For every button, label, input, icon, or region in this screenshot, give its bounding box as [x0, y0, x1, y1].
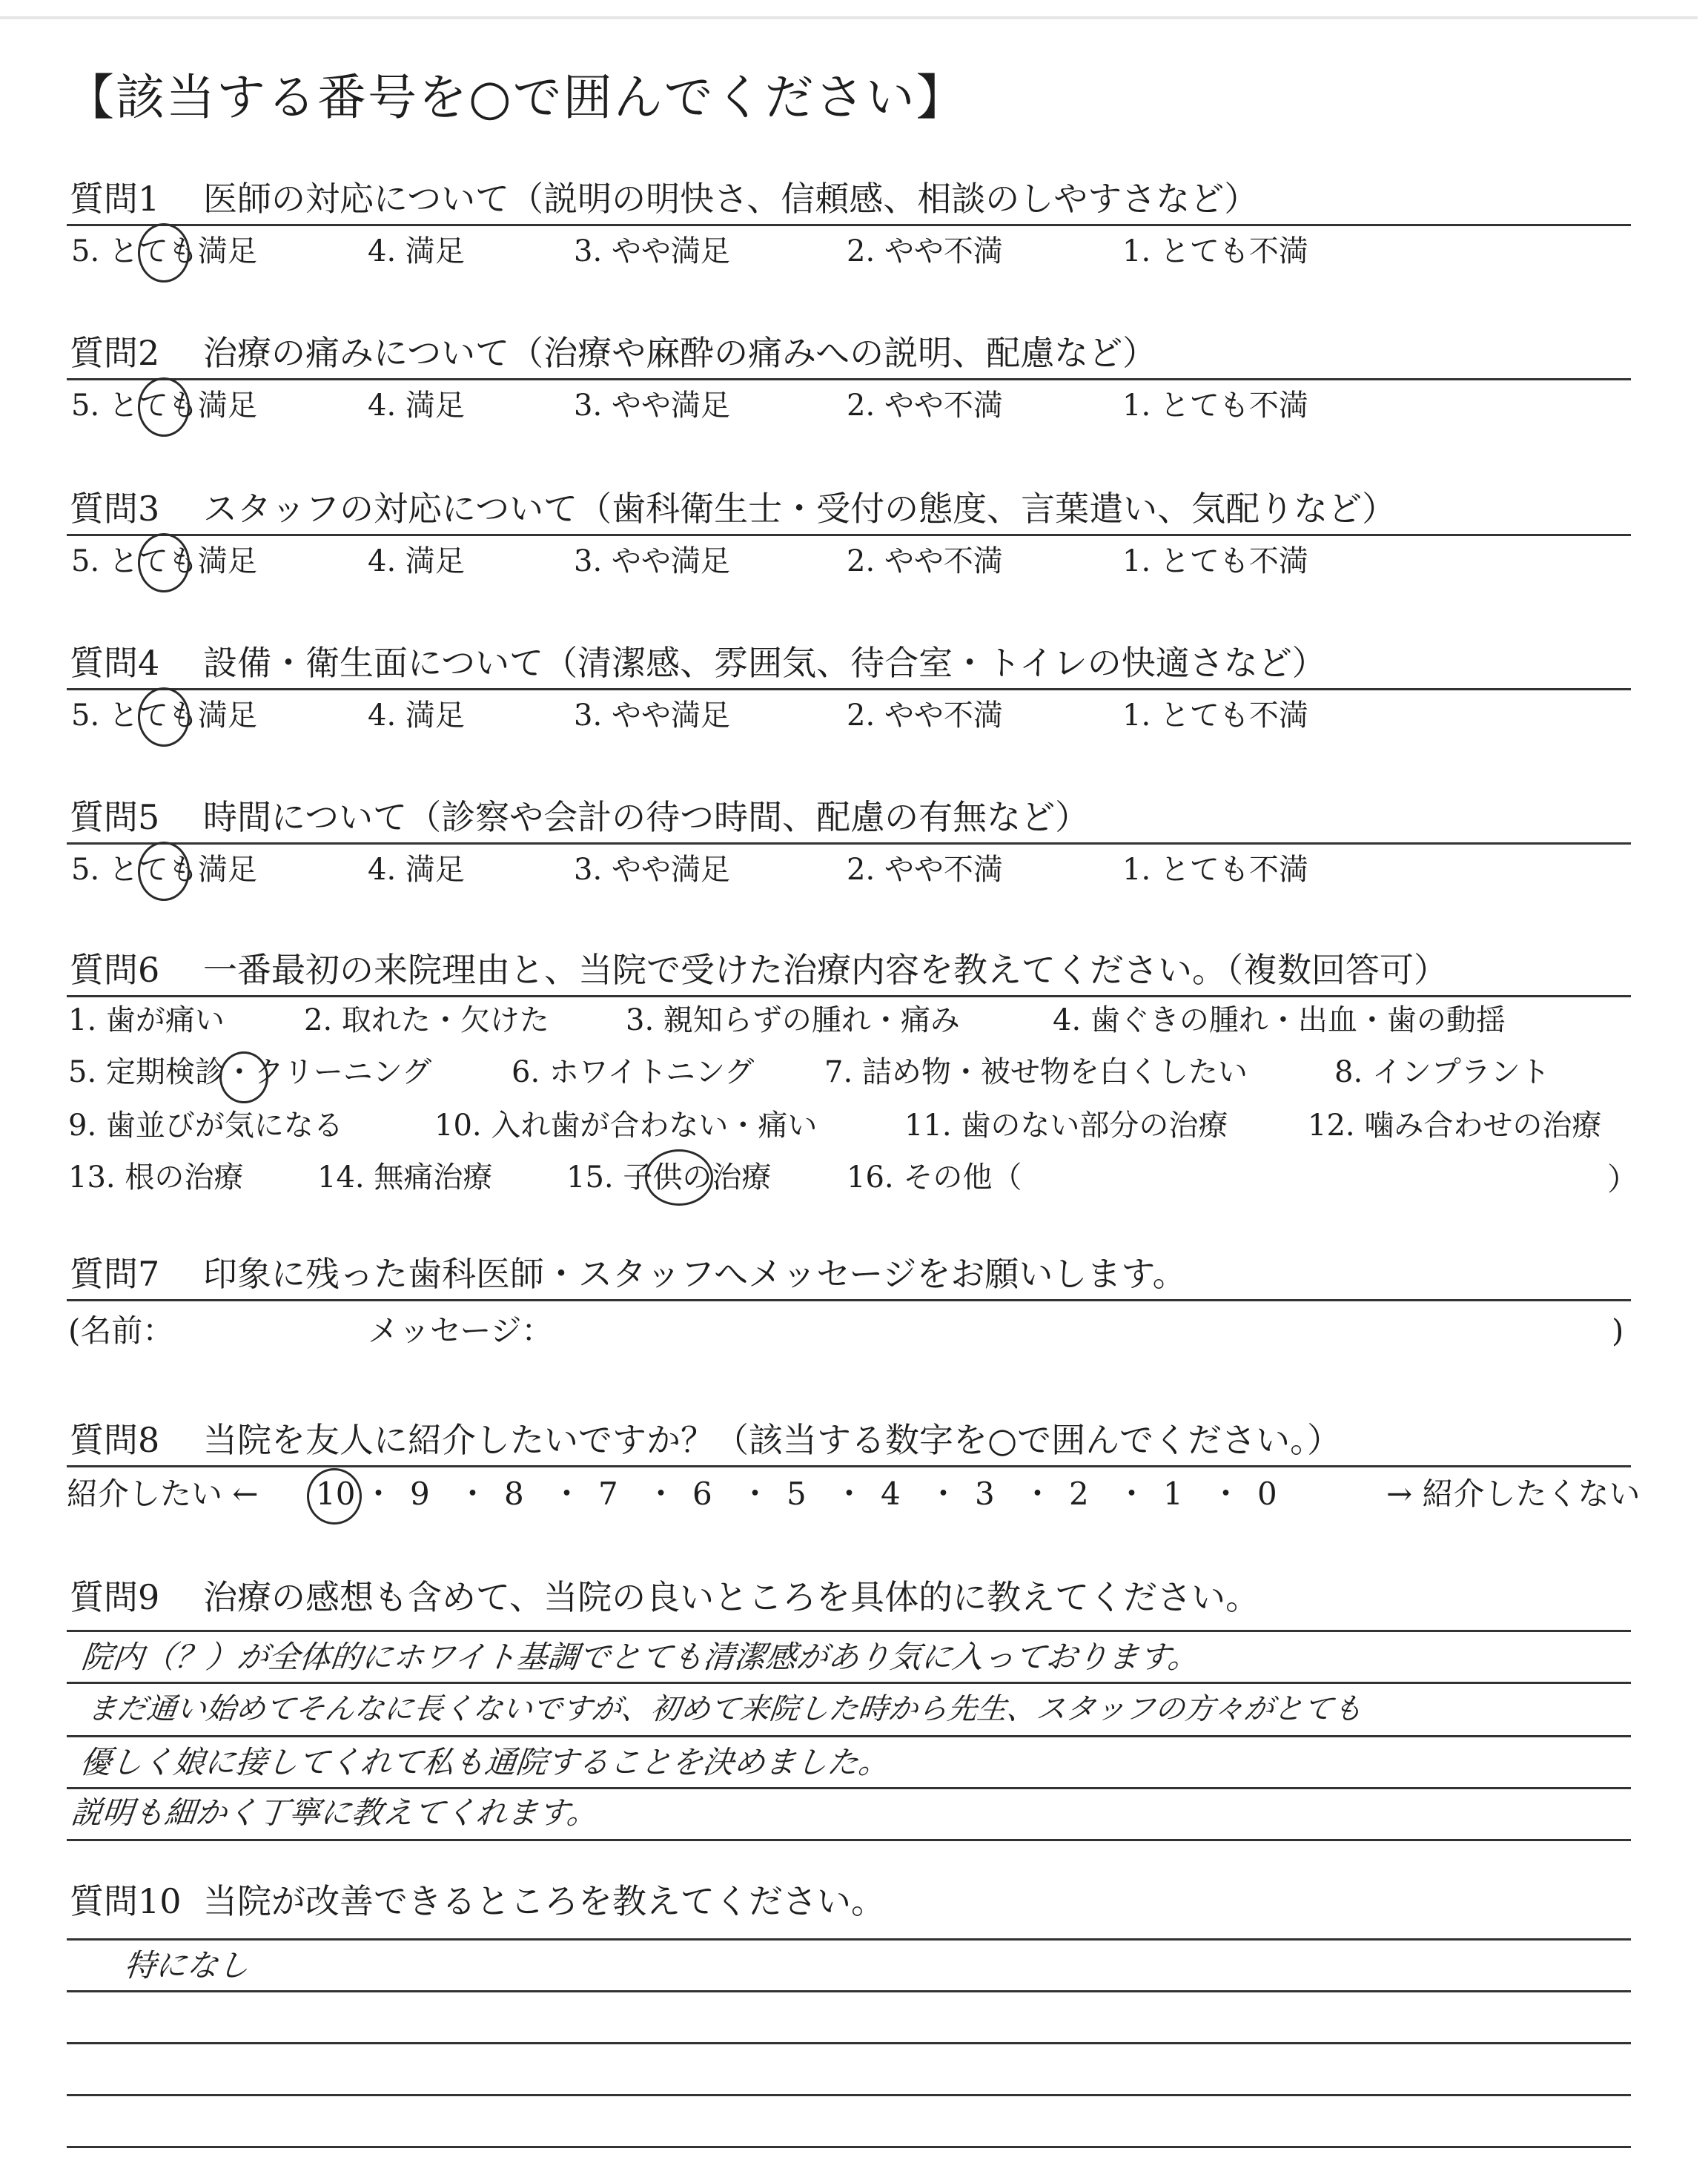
answer-line	[67, 2042, 1631, 2044]
rating-option[interactable]: 1. とても不満	[1122, 853, 1308, 887]
rating-options	[67, 845, 1631, 891]
question-5	[67, 783, 1631, 891]
treatment-option[interactable]: 14. 無痛治療	[317, 1160, 493, 1195]
scale-value[interactable]: 9	[410, 1476, 430, 1512]
question-2	[67, 319, 1631, 426]
answer-line	[67, 1839, 1631, 1841]
rating-options	[67, 380, 1631, 426]
question-text: 印象に残った歯科医師・スタッフへメッセージをお願いします。	[203, 1254, 1187, 1294]
question-1	[67, 165, 1631, 272]
scale-left-label: 紹介したい ←	[67, 1476, 259, 1512]
rating-option[interactable]: 3. やや満足	[574, 544, 730, 578]
scale-separator: ・	[927, 1476, 959, 1512]
rating-option[interactable]: 2. やや不満	[847, 234, 1003, 268]
answer-line	[67, 1787, 1631, 1789]
scale-right-label: → 紹介したくない	[1386, 1476, 1641, 1512]
treatment-option[interactable]: 9. 歯並びが気になる	[68, 1109, 343, 1143]
question-label: 質問6	[70, 950, 160, 990]
rating-option[interactable]: 5. とても満足	[71, 234, 257, 268]
rating-option[interactable]: 4. 満足	[368, 698, 465, 733]
question-3	[67, 475, 1631, 582]
question-text: 治療の感想も含めて、当院の良いところを具体的に教えてください。	[203, 1577, 1260, 1617]
rating-option[interactable]: 4. 満足	[368, 544, 465, 578]
handwritten-answer-line: 特になし	[122, 1947, 251, 1984]
answer-line	[67, 1735, 1631, 1737]
question-label: 質問9	[70, 1577, 160, 1617]
selection-circle	[219, 1051, 268, 1103]
answer-line	[67, 2094, 1631, 2096]
scale-separator: ・	[363, 1476, 394, 1512]
answer-line	[67, 2146, 1631, 2148]
question-7	[67, 1240, 1631, 1301]
message-close-paren: )	[1612, 1312, 1624, 1349]
answer-line	[67, 1630, 1631, 1632]
selection-circle	[307, 1468, 362, 1525]
scale-separator: ・	[1210, 1476, 1242, 1512]
rating-option[interactable]: 3. やや満足	[574, 853, 730, 887]
question-6	[67, 936, 1631, 997]
answer-line	[67, 1938, 1631, 1941]
handwritten-answer-line: まだ通い始めてそんなに長くないですが、初めて来院した時から先生、スタッフの方々がとても	[85, 1692, 1365, 1726]
scale-value[interactable]: 10	[316, 1476, 356, 1512]
question-text: 治療の痛みについて（治療や麻酔の痛みへの説明、配慮など）	[203, 333, 1157, 373]
rating-option[interactable]: 2. やや不満	[847, 544, 1003, 578]
rating-option[interactable]: 3. やや満足	[574, 698, 730, 733]
rating-option[interactable]: 1. とても不満	[1122, 234, 1308, 268]
treatment-option[interactable]: 8. インプラント	[1334, 1055, 1550, 1089]
question-4	[67, 629, 1631, 736]
question-label: 質問2	[70, 333, 160, 373]
rating-option[interactable]: 5. とても満足	[71, 389, 257, 423]
treatment-option[interactable]: 2. 取れた・欠けた	[304, 1003, 549, 1037]
page-title: 【該当する番号を○で囲んでください】	[65, 69, 967, 126]
rating-option[interactable]: 5. とても満足	[71, 698, 257, 733]
question-text: 時間について（診察や会計の待つ時間、配慮の有無など）	[203, 797, 1090, 837]
scale-separator: ・	[645, 1476, 677, 1512]
treatment-option[interactable]: 10. 入れ歯が合わない・痛い	[434, 1109, 818, 1143]
rating-options	[67, 690, 1631, 736]
scale-value[interactable]: 0	[1257, 1476, 1277, 1512]
selection-circle	[138, 223, 190, 283]
treatment-option[interactable]: 6. ホワイトニング	[512, 1055, 755, 1089]
treatment-option[interactable]: 11. 歯のない部分の治療	[904, 1109, 1228, 1143]
rating-options	[67, 226, 1631, 272]
rating-option[interactable]: 1. とても不満	[1122, 544, 1308, 578]
scale-separator: ・	[1116, 1476, 1148, 1512]
selection-circle	[138, 533, 190, 592]
rating-options	[67, 536, 1631, 582]
rating-option[interactable]: 4. 満足	[368, 234, 465, 268]
treatment-option[interactable]: 15. 子供の治療	[566, 1160, 772, 1195]
rating-option[interactable]: 5. とても満足	[71, 544, 257, 578]
question-text: 当院が改善できるところを教えてください。	[203, 1881, 885, 1921]
question-text: スタッフの対応について（歯科衛生士・受付の態度、言葉遣い、気配りなど）	[203, 489, 1397, 529]
answer-line	[67, 1990, 1631, 1992]
question-text: 設備・衛生面について（清潔感、雰囲気、待合室・トイレの快適さなど）	[203, 643, 1326, 683]
scale-value[interactable]: 6	[692, 1476, 712, 1512]
scale-separator: ・	[739, 1476, 771, 1512]
question-9	[67, 1563, 1631, 1622]
top-border	[0, 16, 1698, 19]
question-label: 質問8	[70, 1420, 160, 1460]
rating-option[interactable]: 4. 満足	[368, 389, 465, 423]
scale-separator: ・	[833, 1476, 865, 1512]
question-8	[67, 1406, 1631, 1467]
scale-value[interactable]: 3	[975, 1476, 995, 1512]
treatment-option[interactable]: 7. 詰め物・被せ物を白くしたい	[824, 1055, 1248, 1089]
treatment-option[interactable]: 12. 噛み合わせの治療	[1308, 1109, 1602, 1143]
answer-line	[67, 1682, 1631, 1684]
selection-circle	[138, 842, 190, 901]
scale-separator: ・	[1022, 1476, 1053, 1512]
scale-value[interactable]: 5	[787, 1476, 807, 1512]
scale-separator: ・	[551, 1476, 583, 1512]
rating-option[interactable]: 3. やや満足	[574, 234, 730, 268]
treatment-option[interactable]: 13. 根の治療	[68, 1160, 244, 1195]
question-label: 質問7	[70, 1254, 160, 1294]
rating-option[interactable]: 1. とても不満	[1122, 389, 1308, 423]
rating-option[interactable]: 1. とても不満	[1122, 698, 1308, 733]
scale-separator: ・	[457, 1476, 489, 1512]
question-label: 質問10	[70, 1881, 182, 1921]
question-10	[67, 1867, 1631, 1926]
treatment-option[interactable]: 4. 歯ぐきの腫れ・出血・歯の動揺	[1053, 1003, 1506, 1037]
handwritten-answer-line: 院内（？）が全体的にホワイト基調でとても清潔感があり気に入っております。	[79, 1639, 1202, 1675]
treatment-option[interactable]: 16. その他（	[847, 1160, 1022, 1195]
rating-option[interactable]: 2. やや不満	[847, 698, 1003, 733]
question-text: 一番最初の来院理由と、当院で受けた治療内容を教えてください。（複数回答可）	[203, 950, 1448, 990]
selection-circle	[138, 377, 190, 437]
selection-circle	[138, 687, 190, 747]
scale-value[interactable]: 2	[1069, 1476, 1089, 1512]
rating-option[interactable]: 2. やや不満	[847, 853, 1003, 887]
referral-scale	[67, 1470, 1641, 1522]
question-label: 質問3	[70, 489, 160, 529]
selection-circle	[645, 1149, 713, 1206]
treatment-option[interactable]: 3. 親知らずの腫れ・痛み	[626, 1003, 960, 1037]
question-label: 質問1	[70, 179, 160, 219]
question-text: 当院を友人に紹介したいですか？（該当する数字を○で囲んでください。）	[203, 1420, 1342, 1460]
rating-option[interactable]: 5. とても満足	[71, 853, 257, 887]
rating-option[interactable]: 3. やや満足	[574, 389, 730, 423]
message-field-label: メッセージ：	[368, 1312, 553, 1349]
other-close-paren: ）	[1607, 1161, 1639, 1198]
rating-option[interactable]: 4. 満足	[368, 853, 465, 887]
question-label: 質問5	[70, 797, 160, 837]
question-label: 質問4	[70, 643, 160, 683]
handwritten-answer-line: 優しく娘に接してくれて私も通院することを決めました。	[78, 1744, 892, 1780]
scale-value[interactable]: 7	[598, 1476, 618, 1512]
handwritten-answer-line: 説明も細かく丁寧に教えてくれます。	[69, 1794, 600, 1831]
name-field-label: (名前：	[68, 1312, 174, 1349]
treatment-option[interactable]: 5. 定期検診・クリーニング	[68, 1055, 432, 1089]
treatment-option[interactable]: 1. 歯が痛い	[68, 1003, 225, 1037]
question-text: 医師の対応について（説明の明快さ、信頼感、相談のしやすさなど）	[203, 179, 1259, 219]
scale-value[interactable]: 8	[504, 1476, 524, 1512]
rating-option[interactable]: 2. やや不満	[847, 389, 1003, 423]
scale-value[interactable]: 1	[1163, 1476, 1183, 1512]
scale-value[interactable]: 4	[881, 1476, 901, 1512]
